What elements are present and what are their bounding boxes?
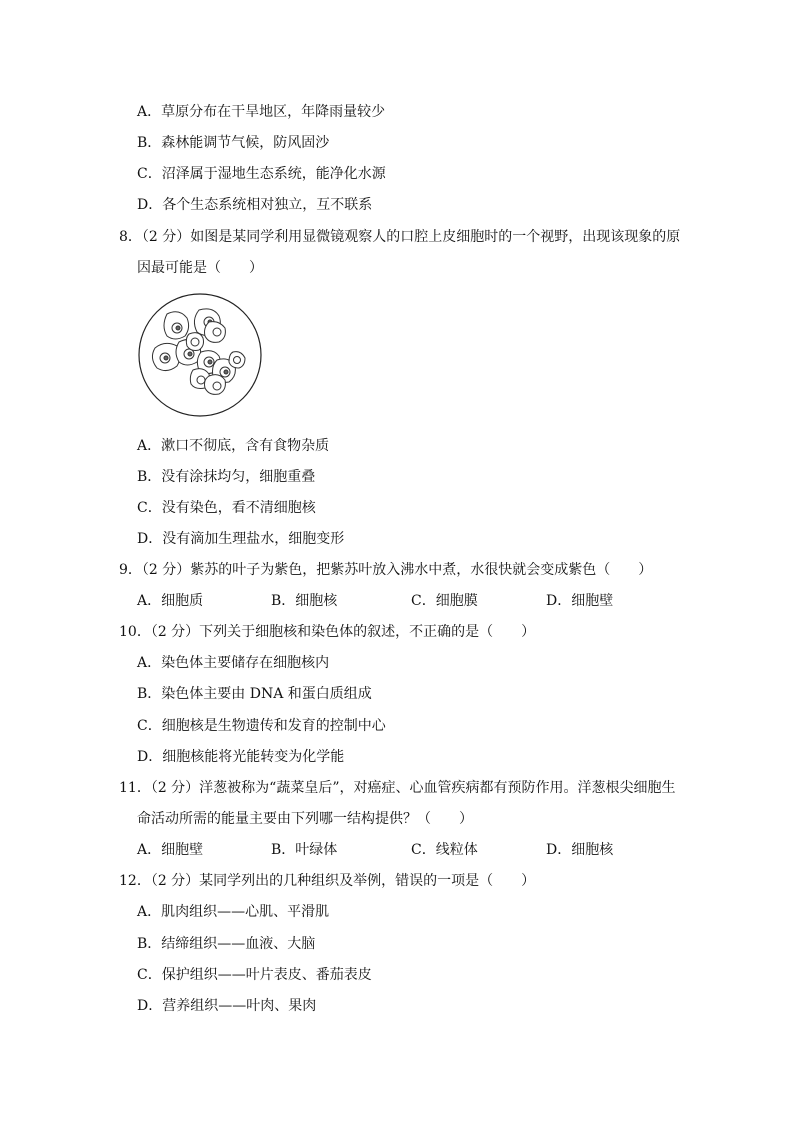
q9-stem: 9．（2 分）紫苏的叶子为紫色，把紫苏叶放入沸水中煮，水很快就会变成紫色（ ） (119, 562, 653, 578)
q9-option-b: B．细胞核 (271, 593, 338, 609)
q12-option-a: A．肌肉组织——心肌、平滑肌 (137, 904, 330, 920)
q9-option-a: A．细胞质 (137, 593, 204, 609)
q11-option-b: B．叶绿体 (271, 842, 338, 858)
q8-option-a: A．漱口不彻底，含有食物杂质 (137, 438, 330, 454)
cell-nucleolus (176, 326, 180, 330)
q10-option-a: A．染色体主要储存在细胞核内 (137, 655, 330, 671)
q11-option-c: C．线粒体 (411, 842, 478, 858)
cell-nucleus (213, 328, 221, 336)
q10-option-b: B．染色体主要由 DNA 和蛋白质组成 (137, 686, 372, 702)
q7-option-b: B．森林能调节气候，防风固沙 (137, 135, 330, 151)
q8-option-b: B．没有涂抹均匀，细胞重叠 (137, 469, 316, 485)
cell-nucleolus (164, 356, 168, 360)
cell-nucleolus (224, 370, 228, 374)
q11-stem-line1: 11．（2 分）洋葱被称为“蔬菜皇后”，对癌症、心血管疾病都有预防作用。洋葱根尖细胞生 (119, 780, 676, 796)
q12-option-c: C．保护组织——叶片表皮、番茄表皮 (137, 967, 372, 983)
microscope-field-figure (137, 292, 263, 418)
q11-options-row (0, 840, 794, 860)
q8-option-d: D．没有滴加生理盐水，细胞变形 (137, 531, 345, 547)
q7-option-c: C．沼泽属于湿地生态系统，能净化水源 (137, 166, 386, 182)
q10-option-c: C．细胞核是生物遗传和发育的控制中心 (137, 718, 386, 734)
cell-nucleus (213, 382, 221, 390)
cell-nucleolus (188, 352, 192, 356)
q11-stem-line2: 命活动所需的能量主要由下列哪一结构提供？（ ） (137, 811, 473, 827)
q12-option-d: D．营养组织——叶肉、果肉 (137, 998, 317, 1014)
q7-option-a: A．草原分布在干旱地区，年降雨量较少 (137, 104, 386, 120)
q8-stem-line2: 因最可能是（ ） (137, 260, 263, 276)
q11-option-d: D．细胞核 (546, 842, 614, 858)
q7-option-d: D．各个生态系统相对独立，互不联系 (137, 197, 373, 213)
q9-options-row (0, 591, 794, 611)
cell-nucleolus (208, 360, 212, 364)
cell-nucleus (234, 357, 241, 364)
q12-option-b: B．结缔组织——血液、大脑 (137, 936, 316, 952)
q11-option-a: A．细胞壁 (137, 842, 204, 858)
cell-nucleus (197, 376, 205, 384)
q8-option-c: C．没有染色，看不清细胞核 (137, 500, 316, 516)
cell-nucleus (191, 338, 199, 346)
q10-stem: 10．（2 分）下列关于细胞核和染色体的叙述，不正确的是（ ） (119, 624, 536, 640)
q9-option-c: C．细胞膜 (411, 593, 478, 609)
q12-stem: 12．（2 分）某同学列出的几种组织及举例，错误的一项是（ ） (119, 873, 536, 889)
q9-option-d: D．细胞壁 (546, 593, 614, 609)
q8-stem-line1: 8．（2 分）如图是某同学利用显微镜观察人的口腔上皮细胞时的一个视野，出现该现象的原 (119, 229, 681, 245)
q10-option-d: D．细胞核能将光能转变为化学能 (137, 749, 345, 765)
